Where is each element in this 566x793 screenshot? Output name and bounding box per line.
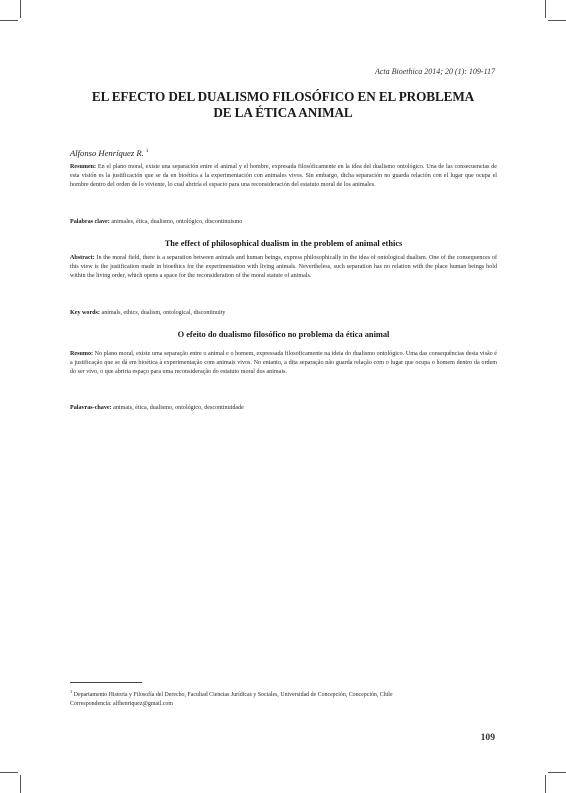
english-section-title: The effect of philosophical dualism in the problem of animal ethics: [164, 239, 403, 248]
footnote: [70, 687, 497, 709]
crop-mark: [20, 0, 21, 18]
crop-mark: [0, 772, 18, 773]
crop-mark: [548, 772, 566, 773]
author-name: Alfonso Henríquez R.: [70, 148, 144, 158]
footnote-mark: 1: [70, 689, 73, 694]
spanish-abstract-text: En el plano moral, existe una separación entre el animal y el hombre, expresada filosóficamente en la idea del dualismo ontológico. Una de las consecuencias de esta visión es la justificación que se da en bioética a la experimentación con animales vivos. Sin embargo, dicha separación no guarda relación con el lugar que ocupa el hombre dentro del orden de lo viviente, lo cual abriría el espacio para una reconsideración del estatuto moral de los animales.: [70, 164, 497, 189]
spanish-keywords-text: animales, ética, dualismo, ontológico, discontinuismo: [111, 219, 243, 225]
journal-reference: Acta Bioethica 2014; 20 (1): 109-117: [374, 67, 495, 76]
portuguese-abstract-text: No plano moral, existe uma separação entre o animal e o homem, expressada filosoficamente na ideia do dualismo ontológico. Uma das consequências desta visão é a justificação que se dá em bioética à experimentação com animais vivos. No entanto, a dita separação não guarda relação com o lugar que ocupa o homem dentro da ordem do ser vivo, o que abriria espaço para uma reconsideração do estatuto moral dos animais.: [70, 351, 497, 376]
crop-mark: [20, 775, 21, 793]
crop-mark: [545, 775, 546, 793]
portuguese-keywords: [70, 405, 497, 411]
article-title: [70, 89, 496, 121]
page-number: 109: [480, 732, 495, 743]
footnote-affiliation: Departamento Historia y Filosofía del Derecho, Facultad Ciencias Jurídicas y Sociales, Universidad de Concepción, Concepción, Chile: [73, 691, 393, 698]
author: [70, 148, 148, 158]
english-keywords: [70, 310, 497, 316]
title-line-2: DE LA ÉTICA ANIMAL: [213, 105, 353, 120]
spanish-abstract-label: Resumen:: [70, 164, 97, 170]
portuguese-keywords-text: animais, ética, dualismo, ontológico, descontinuidade: [113, 405, 244, 411]
crop-mark: [548, 20, 566, 21]
author-note-mark: 1: [145, 149, 149, 155]
english-abstract-text: In the moral field, there is a separation between animals and human beings, express philosophically in the idea of ontological dualism. One of the consequences of this view is the justification made in bioethics for the experimentation with living animals. Nevertheless, such separation has no relation with the place human beings hold within the living order, which opens a space for the reconsideration of the moral statute of animals.: [70, 255, 497, 280]
english-abstract: [70, 254, 497, 282]
english-keywords-text: animals, ethics, dualism, ontological, discontinuity: [101, 310, 226, 316]
portuguese-abstract-label: Resumo:: [70, 351, 94, 357]
crop-mark: [0, 20, 18, 21]
spanish-keywords: [70, 219, 497, 225]
spanish-abstract: [70, 163, 497, 191]
spanish-keywords-label: Palabras clave:: [70, 219, 110, 225]
english-keywords-label: Key words:: [70, 310, 100, 316]
footnote-correspondence: Correspondencia: alfhenriquez@gmail.com: [70, 701, 173, 708]
title-line-1: EL EFECTO DEL DUALISMO FILOSÓFICO EN EL PROBLEMA: [91, 89, 475, 104]
footnote-affiliation-line: [70, 687, 497, 700]
english-abstract-label: Abstract:: [70, 255, 95, 261]
portuguese-keywords-label: Palavras-chave:: [70, 405, 112, 411]
footnote-divider: [70, 682, 142, 683]
crop-mark: [545, 0, 546, 18]
portuguese-abstract: [70, 350, 497, 378]
portuguese-section-title: O efeito do dualismo filosófico no problema da ética animal: [177, 330, 390, 339]
